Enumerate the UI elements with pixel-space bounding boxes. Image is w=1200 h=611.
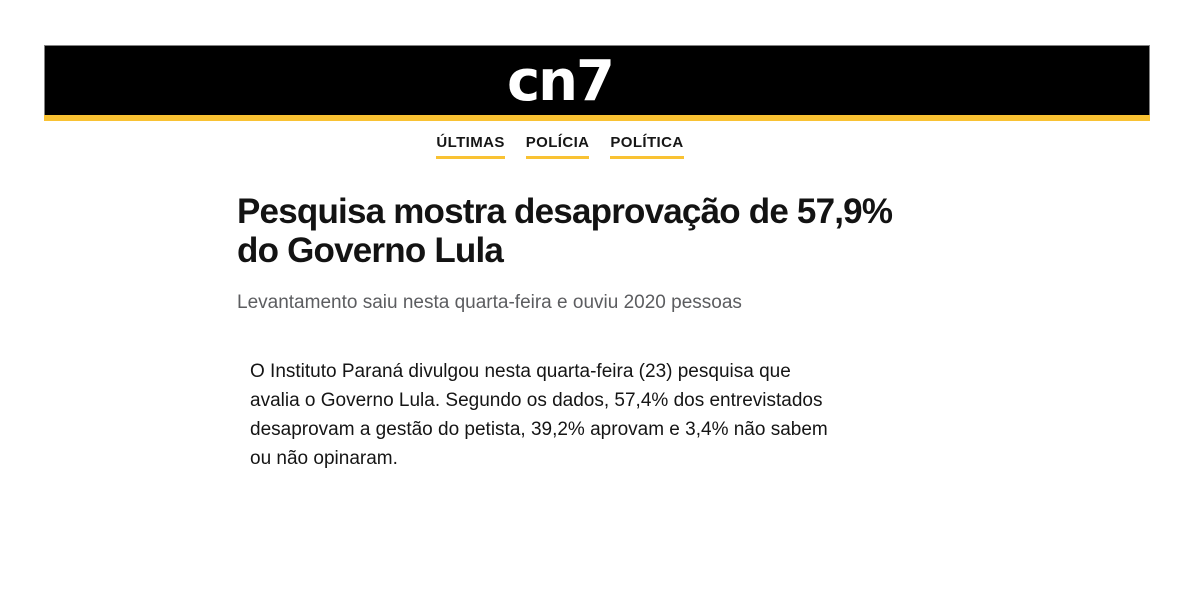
header-accent-divider [44, 115, 1150, 121]
article-body [250, 357, 910, 473]
article [237, 192, 917, 473]
article-body-line: avalia o Governo Lula. Segundo os dados, 57,4% dos entrevistados [250, 390, 823, 411]
article-body-line: O Instituto Paraná divulgou nesta quarta-feira (23) pesquisa que [250, 361, 791, 382]
article-subtitle: Levantamento saiu nesta quarta-feira e ouviu 2020 pessoas [237, 292, 742, 313]
article-body-line: ou não opinaram. [250, 448, 398, 469]
nav-link-politica[interactable]: POLÍTICA [610, 134, 683, 159]
site-logo[interactable]: cn7 [506, 48, 614, 114]
site-header [44, 45, 1150, 115]
article-body-line: desaprovam a gestão do petista, 39,2% aprovam e 3,4% não sabem [250, 419, 828, 440]
article-title: Pesquisa mostra desaprovação de 57,9% do Governo Lula [237, 192, 893, 270]
main-navigation [0, 134, 1120, 159]
nav-link-ultimas[interactable]: ÚLTIMAS [436, 134, 504, 159]
nav-link-policia[interactable]: POLÍCIA [526, 134, 590, 159]
